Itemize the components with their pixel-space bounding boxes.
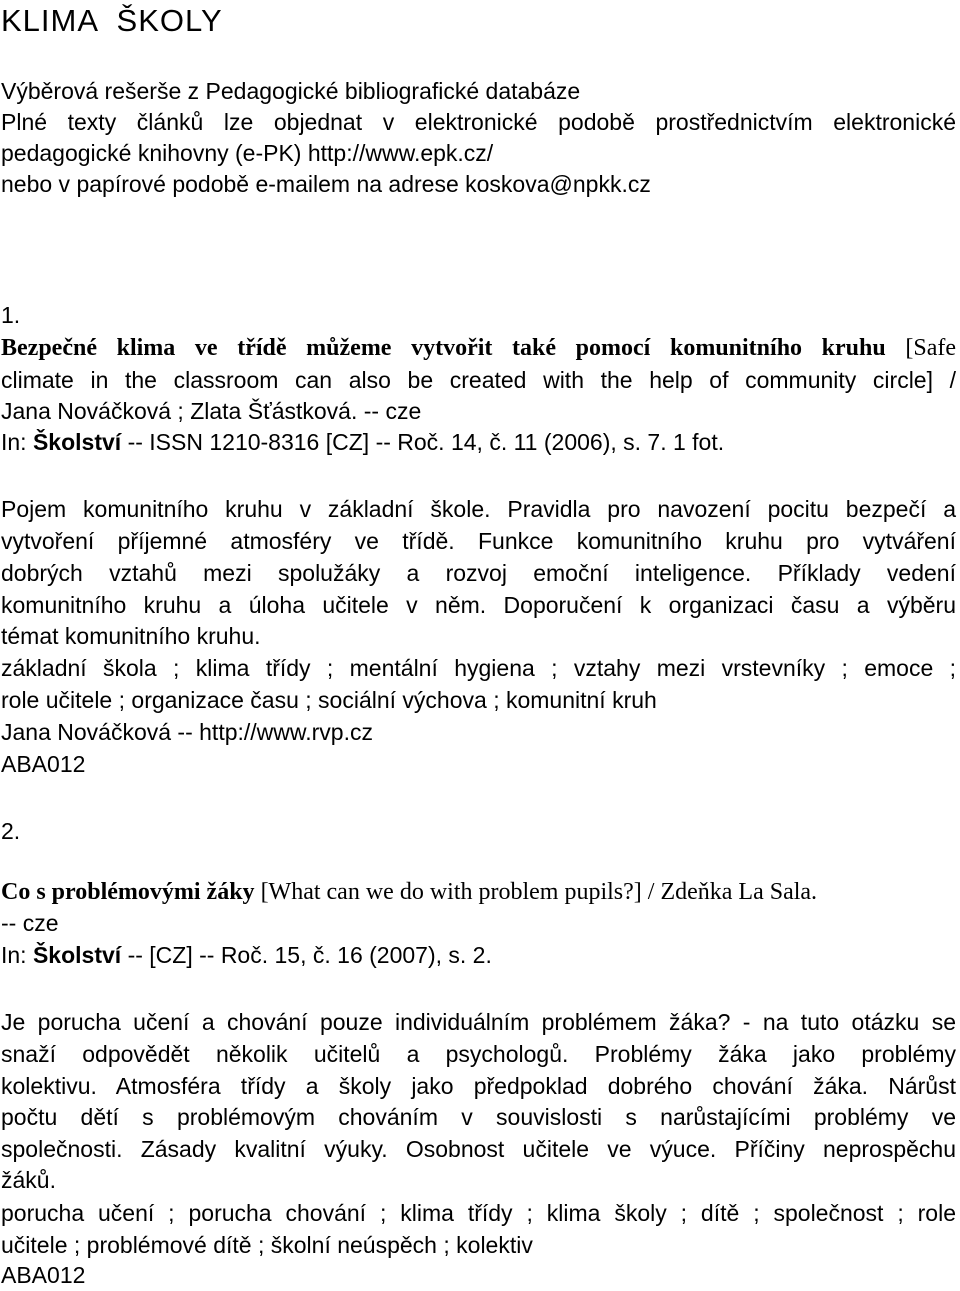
record-2-abstract-line: žáků.: [1, 1167, 56, 1193]
record-1-source-journal: Školství: [32, 429, 122, 455]
record-1-title: Bezpečné klima ve třídě můžeme vytvořit také pomocí komunitního kruhu: [1, 335, 886, 361]
record-2-source-prefix: In:: [1, 942, 33, 968]
record-1-abstract-line: dobrých vztahů mezi spolužáky a rozvoj emoční inteligence. Příklady vedení: [1, 560, 956, 586]
intro-line-3-text: pedagogické knihovny (e-PK): [1, 140, 308, 166]
record-2-abstract-line: Je porucha učení a chování pouze individuálním problémem žáka? - na tuto otázku se: [1, 1009, 956, 1035]
record-2-source-journal: Školství: [32, 942, 122, 968]
record-1-source: [1, 427, 956, 458]
record-2-source: [1, 940, 956, 971]
record-2-number: 2.: [1, 818, 21, 844]
record-1-keywords-line: základní škola ; klima třídy ; mentální hygiena ; vztahy mezi vrstevníky ; emoce ;: [1, 655, 956, 681]
intro-line-3: [1, 138, 956, 169]
record-1-title-rest: [Safe: [885, 335, 956, 361]
record-1-title-line: [1, 333, 956, 364]
record-1-source-rest: -- ISSN 1210-8316 [CZ] -- Roč. 14, č. 11 (2006), s. 7. 1 fot.: [121, 429, 725, 455]
intro-line-1: Výběrová rešerše z Pedagogické bibliografické databáze: [1, 78, 581, 104]
record-2-title: Co s problémovými žáky: [1, 879, 255, 905]
record-1-abstract-line: komunitního kruhu a úloha učitele v něm. Doporučení k organizaci času a výběru: [1, 592, 956, 618]
record-2-source-rest: -- [CZ] -- Roč. 15, č. 16 (2007), s. 2.: [121, 942, 492, 968]
record-1-code: ABA012: [1, 751, 86, 777]
record-1-line-2: climate in the classroom can also be created with the help of community circle] /: [1, 367, 956, 393]
record-1-number: 1.: [1, 302, 21, 328]
record-2-code: ABA012: [1, 1262, 86, 1288]
record-1-abstract-line: vytvoření příjemné atmosféry ve třídě. Funkce komunitního kruhu pro vytváření: [1, 528, 956, 554]
record-1-source-prefix: In:: [1, 429, 33, 455]
record-1-keywords-line: role učitele ; organizace času ; sociální výchova ; komunitní kruh: [1, 687, 657, 713]
record-1-abstract-line: Pojem komunitního kruhu v základní škole. Pravidla pro navození pocitu bezpečí a: [1, 496, 956, 522]
page-title: KLIMA ŠKOLY: [1, 3, 223, 38]
epk-link[interactable]: http://www.epk.cz/: [307, 140, 494, 166]
record-2-keywords-line: učitele ; problémové dítě ; školní neúspěch ; kolektiv: [1, 1232, 533, 1258]
record-2-keywords-line: porucha učení ; porucha chování ; klima třídy ; klima školy ; dítě ; společnost ; role: [1, 1200, 956, 1226]
intro-line-4: nebo v papírové podobě e-mailem na adrese koskova@npkk.cz: [1, 171, 651, 197]
record-2-abstract-line: společnosti. Zásady kvalitní výuky. Osobnost učitele ve výuce. Příčiny neprospěchu: [1, 1136, 956, 1162]
record-2-abstract-line: počtu dětí s problémovým chováním v souvislosti s narůstajícími problémy ve: [1, 1104, 956, 1130]
record-1-abstract-line: témat komunitního kruhu.: [1, 623, 261, 649]
intro-line-2: Plné texty článků lze objednat v elektronické podobě prostřednictvím elektronické: [1, 109, 956, 135]
record-2-line-2: -- cze: [1, 910, 59, 936]
record-2-abstract-line: kolektivu. Atmosféra třídy a školy jako předpoklad dobrého chování žáka. Nárůst: [1, 1073, 956, 1099]
record-2-abstract-line: snaží odpovědět několik učitelů a psychologů. Problémy žáka jako problémy: [1, 1041, 956, 1067]
record-1-line-3: Jana Nováčková ; Zlata Šťástková. -- cze: [1, 398, 422, 424]
record-1-author-url: Jana Nováčková -- http://www.rvp.cz: [1, 719, 373, 745]
record-2-title-line: [1, 877, 956, 908]
record-2-title-rest: [What can we do with problem pupils?] / Zdeňka La Sala.: [254, 879, 818, 905]
